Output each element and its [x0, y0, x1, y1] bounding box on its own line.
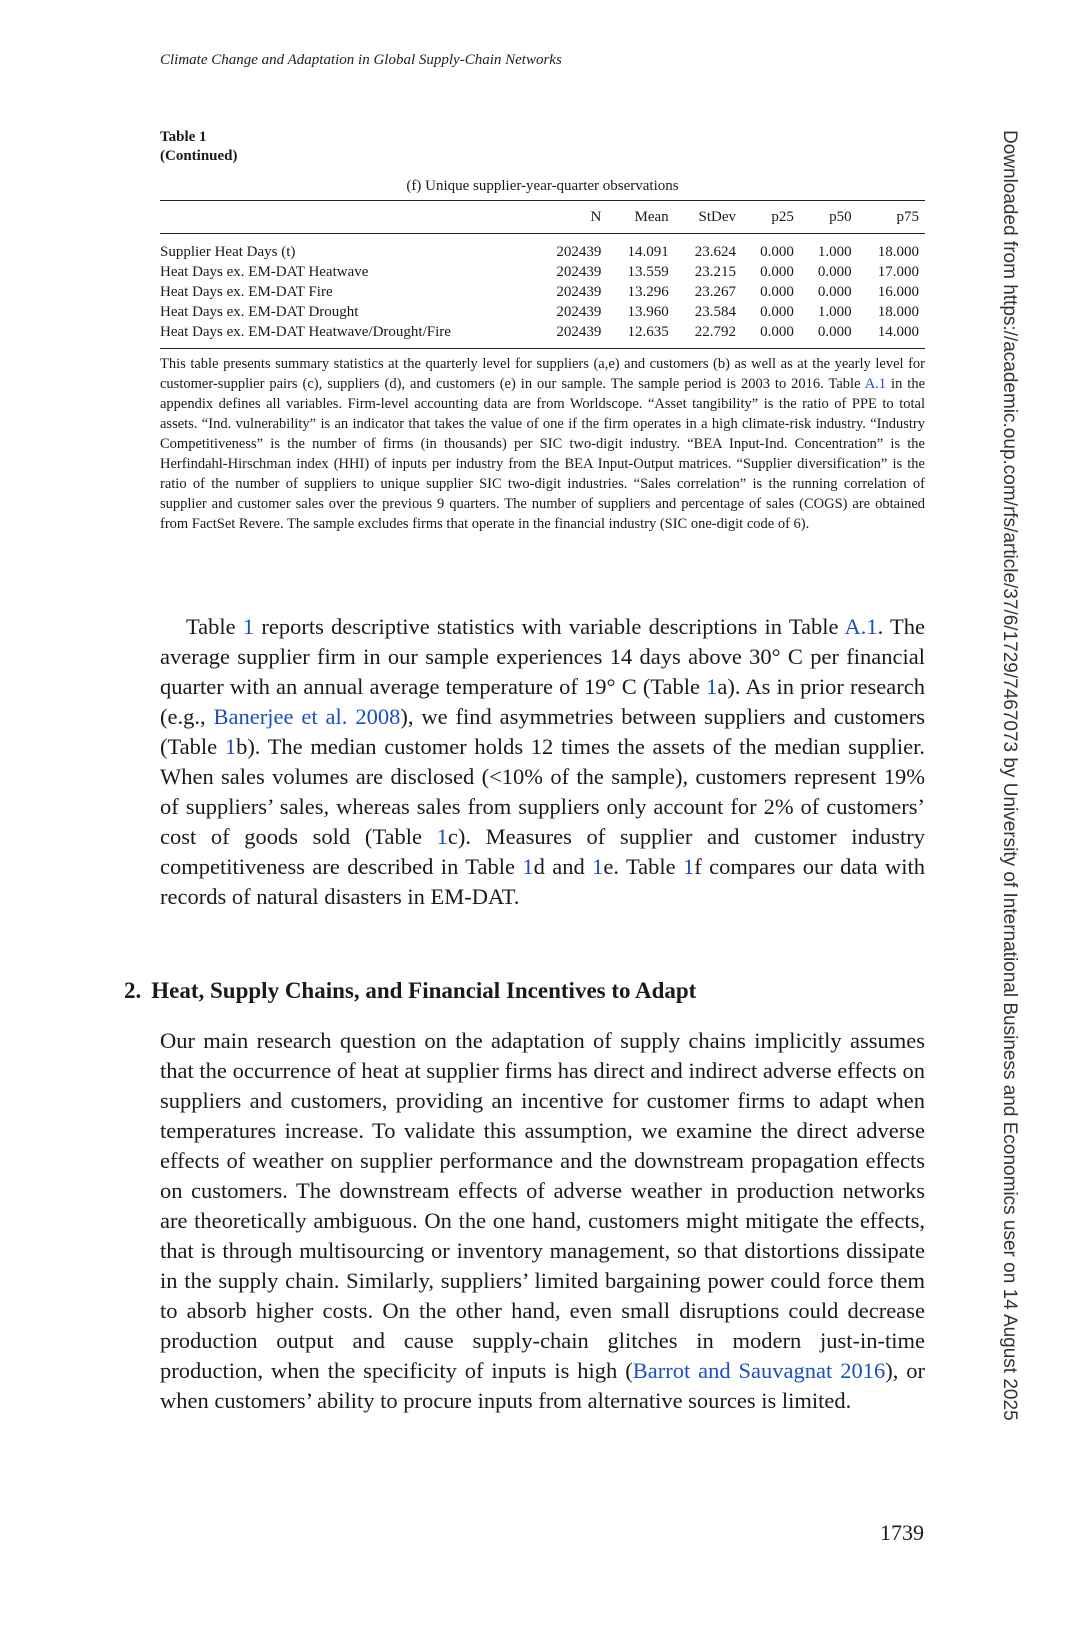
paragraph-text: reports descriptive statistics with variable descriptions in Table [254, 614, 845, 639]
citation-link[interactable]: Banerjee et al. 2008 [213, 704, 401, 729]
cell-p75: 17.000 [877, 264, 919, 280]
row-label: Supplier Heat Days (t) [160, 244, 296, 260]
table-row [160, 234, 925, 263]
row-label: Heat Days ex. EM-DAT Heatwave [160, 264, 369, 280]
section-title: Heat, Supply Chains, and Financial Incentives to Adapt [151, 978, 697, 1003]
cell-mean: 13.960 [627, 304, 669, 320]
table-continued: (Continued) [160, 148, 238, 164]
table-link[interactable]: 1 [592, 854, 604, 879]
table-row [160, 282, 925, 302]
appendix-table-link[interactable]: A.1 [864, 376, 887, 392]
row-label: Heat Days ex. EM-DAT Fire [160, 284, 333, 300]
cell-p75: 16.000 [877, 284, 919, 300]
table-label: Table 1 [160, 129, 207, 145]
table-note [160, 354, 925, 534]
paragraph-text: a). As in prior research (e.g., [160, 674, 925, 729]
cell-p50: 0.000 [817, 264, 852, 280]
cell-p25: 0.000 [760, 264, 794, 280]
column-header [160, 201, 535, 234]
section-heading [124, 978, 696, 1004]
cell-p50: 0.000 [817, 284, 852, 300]
cell-mean: 14.091 [627, 244, 669, 260]
note-text: in the appendix defines all variables. Firm-level accounting data are from Worldscope. “Asset tangibility” is the ratio of PPE to total assets. “Ind. vulnerability” is an indicator that takes the value of one if the firm operates in a high climate-risk industry. “Industry Competitiveness” is the number of firms (in thousands) per SIC two-digit industry. “BEA Input-Ind. Concentration” is the Herfindahl-Hirschman index (HHI) of inputs per industry from the BEA Input-Output matrices. “Supplier diversification” is the ratio of the number of suppliers to unique supplier SIC two-digit industries. “Sales correlation” is the running correlation of supplier and customer sales over the previous 9 quarters. The number of suppliers and percentage of sales (COGS) are obtained from FactSet Revere. The sample excludes firms that operate in the financial industry (SIC one-digit code of 6). [160, 376, 925, 532]
paragraph-text: ), we find asymmetries between suppliers and customers (Table [160, 704, 925, 759]
cell-stdev: 22.792 [694, 324, 736, 340]
table-row [160, 322, 925, 349]
table-row [160, 302, 925, 322]
cell-mean: 13.296 [627, 284, 669, 300]
paragraph-text: Our main research question on the adaptation of supply chains implicitly assumes that the occurrence of heat at supplier firms has direct and indirect adverse effects on suppliers and customers, providing an incentive for customer firms to adapt when temperatures increase. To validate this assumption, we examine the direct adverse effects of weather on supplier performance and the downstream propagation effects on customers. The downstream effects of adverse weather in production networks are theoretically ambiguous. On the one hand, customers might mitigate the effects, that is through multisourcing or inventory management, so that distortions dissipate in the supply chain. Similarly, suppliers’ limited bargaining power could force them to absorb higher costs. On the other hand, even small disruptions could decrease production output and cause supply-chain glitches in modern just-in-time production, when the specificity of inputs is high ( [160, 1028, 925, 1383]
note-text: This table presents summary statistics at the quarterly level for suppliers (a,e) and customers (b) as well as at the yearly level for customer-supplier pairs (c), suppliers (d), and customers (e) in our sample. The sample period is 2003 to 2016. Table [160, 356, 925, 392]
column-header-mean: Mean [607, 201, 674, 234]
cell-n: 202439 [556, 264, 602, 280]
paragraph-text: b). The median customer holds 12 times the assets of the median supplier. When sales volumes are disclosed (<10% of the sample), customers represent 19% of suppliers’ sales, whereas sales from suppliers only account for 2% of customers’ cost of goods sold (Table [160, 734, 926, 849]
table-link[interactable]: 1 [522, 854, 534, 879]
table-row [160, 262, 925, 282]
cell-stdev: 23.267 [694, 284, 736, 300]
column-header-stdev: StDev [675, 201, 742, 234]
citation-link[interactable]: Barrot and Sauvagnat 2016 [632, 1358, 886, 1383]
cell-n: 202439 [556, 284, 602, 300]
download-watermark: Downloaded from https://academic.oup.com/rfs/article/37/6/1729/7467073 by University of International Business and Economics user on 14 August 2025 [999, 130, 1020, 1421]
row-label: Heat Days ex. EM-DAT Drought [160, 304, 359, 320]
cell-stdev: 23.584 [694, 304, 736, 320]
paragraph-text: c). Measures of supplier and customer industry competitiveness are described in Table [160, 824, 925, 879]
cell-p75: 18.000 [877, 244, 919, 260]
table-link[interactable]: 1 [242, 614, 255, 639]
cell-p25: 0.000 [760, 304, 794, 320]
paragraph-text: d and [533, 854, 593, 879]
paragraph-text: Table [186, 614, 243, 639]
paragraph-text: . The average supplier firm in our sample experiences 14 days above 30° C per financial quarter with an annual average temperature of 19° C (Table [160, 614, 925, 699]
table-link[interactable]: 1 [224, 734, 237, 759]
row-label: Heat Days ex. EM-DAT Heatwave/Drought/Fire [160, 324, 451, 340]
cell-n: 202439 [556, 304, 602, 320]
table-link[interactable]: 1 [706, 674, 718, 699]
summary-statistics-table [160, 200, 925, 349]
cell-n: 202439 [556, 244, 602, 260]
running-head: Climate Change and Adaptation in Global Supply-Chain Networks [160, 52, 562, 68]
cell-mean: 12.635 [627, 324, 669, 340]
table-link[interactable]: 1 [436, 824, 448, 849]
descriptive-statistics-paragraph [160, 612, 925, 912]
table-header-row [160, 201, 925, 234]
cell-p25: 0.000 [760, 244, 794, 260]
column-header-p50: p50 [800, 201, 858, 234]
section-number: 2. [124, 978, 142, 1003]
paragraph-text: f compares our data with records of natural disasters in EM-DAT. [160, 854, 925, 909]
research-question-paragraph [160, 1026, 925, 1416]
cell-mean: 13.559 [627, 264, 669, 280]
paragraph-text: ), or when customers’ ability to procure inputs from alternative sources is limited. [160, 1358, 925, 1413]
column-header-n: N [535, 201, 607, 234]
column-header-p25: p25 [742, 201, 800, 234]
appendix-table-link[interactable]: A.1 [844, 614, 878, 639]
cell-p75: 18.000 [877, 304, 919, 320]
cell-p50: 1.000 [817, 304, 852, 320]
table-link[interactable]: 1 [683, 854, 695, 879]
cell-p25: 0.000 [760, 284, 794, 300]
cell-n: 202439 [556, 324, 602, 340]
cell-p25: 0.000 [760, 324, 794, 340]
page-number: 1739 [880, 1520, 924, 1545]
table-caption [160, 128, 238, 166]
cell-stdev: 23.624 [694, 244, 736, 260]
panel-title: (f) Unique supplier-year-quarter observations [406, 178, 679, 194]
paragraph-text: e. Table [603, 854, 684, 879]
cell-p50: 1.000 [817, 244, 852, 260]
cell-p50: 0.000 [817, 324, 852, 340]
cell-p75: 14.000 [877, 324, 919, 340]
column-header-p75: p75 [858, 201, 925, 234]
cell-stdev: 23.215 [694, 264, 736, 280]
